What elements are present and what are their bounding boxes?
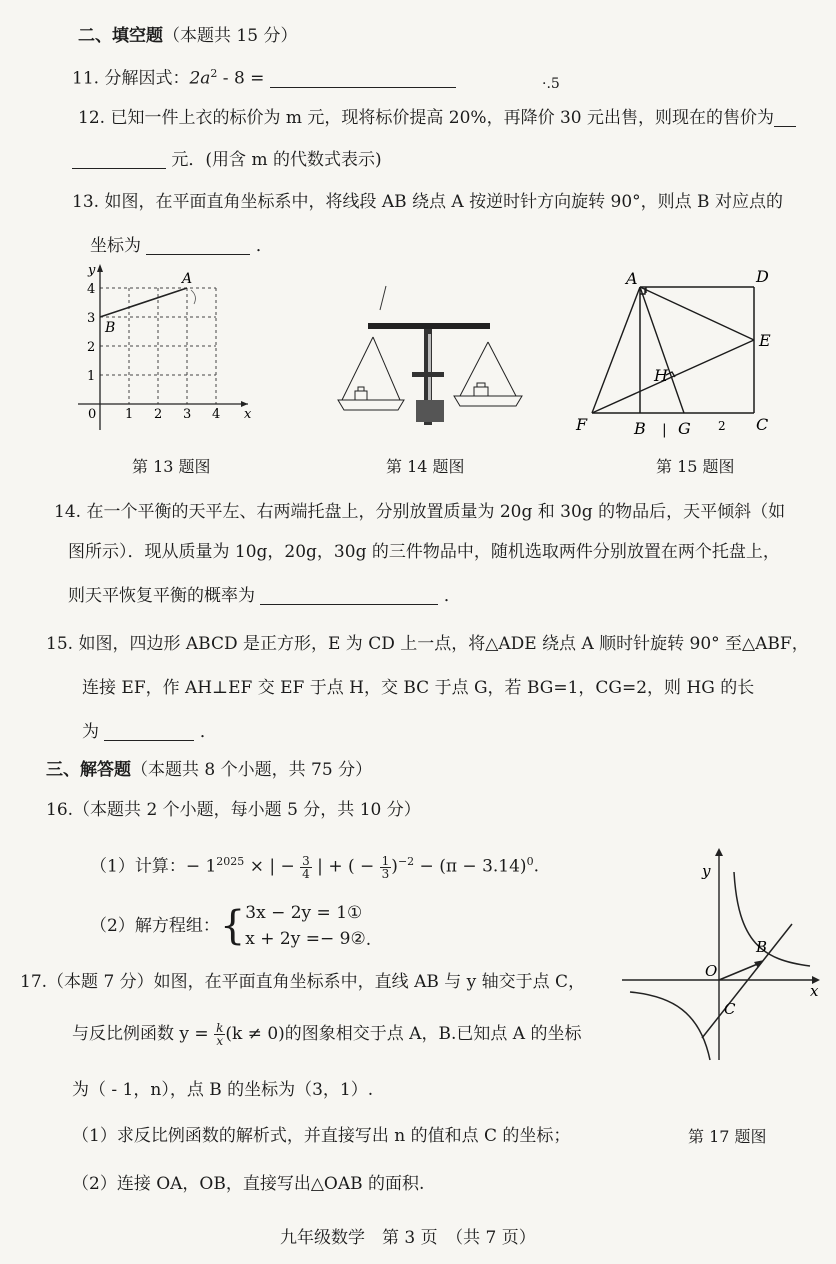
question-16-part-1 [90, 850, 539, 880]
question-text: 分解因式： [104, 68, 190, 89]
axis-label-y: y [702, 862, 711, 880]
brace-icon: { [219, 903, 246, 949]
y-tick-4: 4 [87, 282, 96, 297]
x-tick-3: 3 [183, 407, 192, 422]
term-f: . [533, 856, 539, 877]
fraction-k-x [214, 1022, 225, 1047]
equation-1: 3x − 2y = 1① [245, 903, 363, 923]
question-text: 如图，在平面直角坐标系中，将线段 AB 绕点 A 按逆时针方向旋转 90°，则点 B 对应点的 [104, 192, 783, 212]
segment-ab [100, 288, 187, 317]
term-d: ) [391, 856, 398, 877]
term-a-exp: 2025 [216, 855, 245, 868]
question-14-line-2: 图所示）．现从质量为 10g，20g，30g 的三件物品中，随机选取两件分别放置在两个托盘上， [68, 542, 780, 562]
expression-exponent: 2 [210, 67, 218, 80]
answer-blank[interactable] [774, 108, 796, 127]
frac-den: x [216, 1034, 224, 1048]
x-tick-4: 4 [212, 407, 221, 422]
figure-17 [622, 842, 832, 1062]
origin-label: 0 [88, 407, 97, 422]
label-c: C [756, 415, 769, 434]
axis-label-y: y [88, 263, 96, 278]
answer-blank[interactable] [270, 69, 456, 88]
right-weight [474, 387, 488, 396]
figure-14 [336, 282, 506, 432]
section-title: 三、解答题 [46, 760, 131, 780]
figure-13 [78, 262, 258, 432]
question-15-line-2: 连接 EF，作 AH⊥EF 交 EF 于点 H，交 BC 于点 G，若 BG=1，CG=2，则 HG 的长 [82, 678, 755, 698]
point-label-a: A [182, 271, 193, 287]
equation-2: x + 2y =− 9② [245, 929, 366, 949]
left-weight [355, 391, 367, 400]
square-abcd [640, 287, 754, 413]
mark-one: | [662, 422, 667, 438]
figure-13-caption: 第 13 题图 [132, 457, 211, 476]
question-text: 与反比例函数 y = [72, 1024, 215, 1044]
left-pan [338, 337, 404, 410]
label-d: D [756, 267, 769, 286]
question-number: 12. [78, 108, 106, 128]
question-15-line-3 [82, 720, 217, 744]
label-f: F [576, 415, 588, 434]
question-12-line-1 [78, 106, 796, 130]
balance-base [416, 400, 444, 422]
x-tick-2: 2 [154, 407, 163, 422]
question-text: 坐标为 [90, 236, 141, 256]
equation-system [245, 900, 365, 952]
question-12-line-2 [72, 148, 382, 172]
question-17-part-1: （1）求反比例函数的解析式，并直接写出 n 的值和点 C 的坐标； [72, 1126, 571, 1146]
question-13-line-2 [90, 234, 273, 258]
pencil-mark [380, 286, 386, 310]
term-d-exp: −2 [397, 855, 415, 868]
term-a: − 1 [185, 856, 217, 877]
question-end: ． [255, 236, 273, 256]
answer-blank[interactable] [104, 722, 194, 741]
question-number: 13. [72, 192, 100, 212]
question-text: 如图，四边形 ABCD 是正方形，E 为 CD 上一点，将△ADE 绕点 A 顺时针旋转 90° 至△ABF， [78, 634, 809, 654]
question-text: 元．(用含 m 的代数式表示) [171, 150, 382, 170]
section-3-heading [46, 758, 372, 782]
question-end: ． [443, 586, 461, 606]
section-title: 二、填空题 [78, 26, 163, 46]
section-2-heading [78, 24, 297, 48]
y-tick-2: 2 [87, 340, 96, 355]
axis-label-x: x [244, 407, 252, 422]
answer-blank[interactable] [260, 586, 438, 605]
question-16-part-2 [90, 900, 371, 954]
figure-14-caption: 第 14 题图 [386, 457, 465, 476]
frac-den: 4 [302, 866, 310, 881]
hyperbola-branch-1 [734, 872, 810, 966]
y-tick-3: 3 [87, 311, 96, 326]
line-ab [702, 924, 792, 1038]
frac-num: 1 [381, 853, 390, 868]
y-arrow [715, 848, 723, 856]
question-text: 则天平恢复平衡的概率为 [68, 586, 255, 606]
question-text: （本题 7 分）如图，在平面直角坐标系中，直线 AB 与 y 轴交于点 C， [47, 972, 586, 992]
figure-15 [574, 264, 774, 444]
expression-base: 2a [189, 68, 211, 89]
part-label: （2）解方程组： [90, 916, 220, 936]
axis-label-x: x [810, 982, 819, 1000]
page-footer: 九年级数学 第 3 页 （共 7 页） [280, 1228, 536, 1248]
term-e: − (π − 3.14) [414, 856, 527, 877]
label-e: E [759, 331, 771, 350]
hyperbola-branch-2 [630, 992, 710, 1060]
left-weight-knob [358, 387, 364, 391]
frac-num: 3 [302, 853, 310, 868]
y-tick-1: 1 [87, 369, 96, 384]
frac-den: 3 [381, 866, 390, 881]
question-11 [72, 62, 456, 91]
grid-lines [100, 288, 216, 404]
fraction-3-4 [300, 855, 312, 880]
part-label: （1）计算： [90, 856, 186, 877]
question-number: 17. [20, 972, 48, 992]
fraction-1-3 [380, 855, 392, 880]
mark-two: 2 [718, 419, 726, 433]
section-note: （本题共 15 分） [163, 26, 298, 46]
figure-17-caption: 第 17 题图 [688, 1127, 767, 1146]
post-crossbar [412, 372, 444, 377]
question-number: 15. [46, 634, 74, 654]
question-text-cont: (k ≠ 0)的图象相交于点 A，B.已知点 A 的坐标 [225, 1024, 582, 1044]
point-label-b: B [756, 938, 768, 956]
origin-label: O [705, 962, 718, 980]
question-number: 14. [54, 502, 82, 522]
right-weight-knob [477, 383, 485, 387]
question-text: 为 [82, 722, 99, 742]
question-14-line-3 [68, 584, 461, 608]
frac-num: k [216, 1021, 224, 1035]
question-13-line-1 [72, 190, 783, 214]
question-15-line-1 [46, 632, 809, 656]
question-17-line-3: 为（ - 1，n），点 B 的坐标为（3，1）. [72, 1080, 374, 1100]
question-17-part-2: （2）连接 OA，OB，直接写出△OAB 的面积. [72, 1174, 425, 1194]
question-17-line-1 [20, 970, 585, 994]
point-label-c: C [724, 1000, 736, 1018]
question-text: 已知一件上衣的标价为 m 元，现将标价提高 20%，再降价 30 元出售，则现在的售价为 [110, 108, 775, 128]
question-16-heading [46, 798, 421, 822]
y-arrow [97, 264, 103, 272]
term-b: × | − [244, 856, 301, 877]
point-label-b: B [105, 320, 116, 336]
figure-15-caption: 第 15 题图 [656, 457, 735, 476]
label-h: H [654, 366, 668, 385]
question-17-line-2 [72, 1022, 581, 1047]
answer-blank[interactable] [146, 236, 250, 255]
balance-beam [368, 323, 490, 329]
label-g: G [678, 419, 691, 438]
question-end: ． [199, 722, 217, 742]
label-b: B [634, 419, 646, 438]
answer-blank-cont[interactable] [72, 150, 166, 169]
pencil-mark [191, 290, 195, 304]
question-note: （本题共 2 个小题，每小题 5 分，共 10 分） [73, 800, 421, 820]
stray-mark: ·.5 [542, 76, 560, 92]
question-number: 11. [72, 68, 100, 89]
question-14-line-1 [54, 500, 785, 524]
question-text: 在一个平衡的天平左、右两端托盘上，分别放置质量为 20g 和 30g 的物品后，天平倾斜（如 [86, 502, 786, 522]
term-e-exp: 0 [526, 855, 534, 868]
section-note: （本题共 8 个小题，共 75 分） [131, 760, 373, 780]
expression-tail: - 8 = [217, 68, 265, 89]
term-c: | + ( − [311, 856, 380, 877]
label-a: A [626, 269, 638, 288]
question-number: 16. [46, 800, 74, 820]
construction-lines [592, 287, 754, 413]
x-tick-1: 1 [125, 407, 134, 422]
equation-end: . [365, 930, 372, 950]
